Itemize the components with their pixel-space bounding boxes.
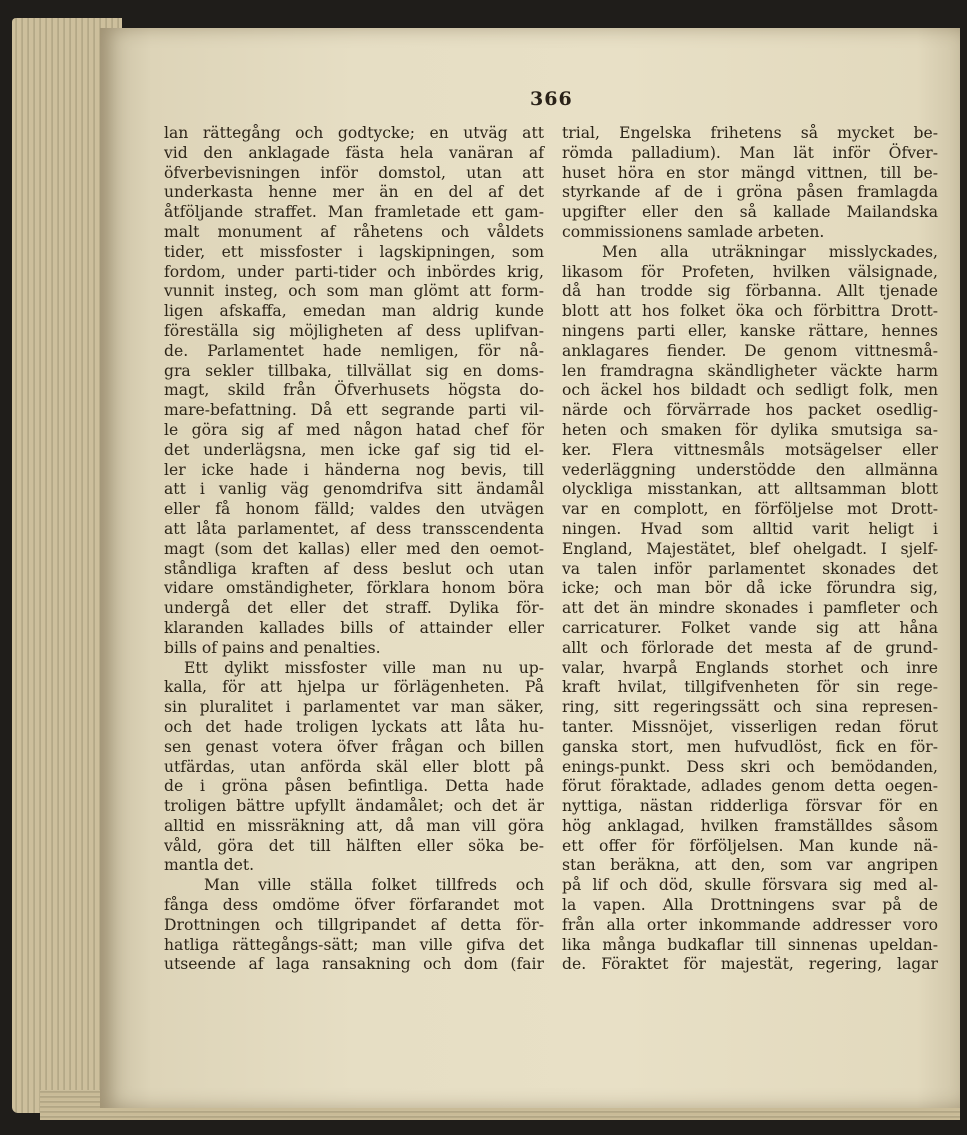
text-line: närde och förvärrade hos packet osedlig- xyxy=(562,401,938,420)
text-line: styrkande af de i gröna påsen framlagda xyxy=(562,183,938,202)
text-line: ett offer för förföljelsen. Man kunde nä- xyxy=(562,836,938,855)
text-line: eller få honom fälld; valdes den utvägen xyxy=(164,500,544,519)
text-line: kraft hvilat, tillgifvenheten för sin rege- xyxy=(562,678,938,697)
text-line: upgifter eller den så kallade Mailandska xyxy=(562,203,938,222)
text-line: heten och smaken för dylika smutsiga sa- xyxy=(562,420,938,439)
text-line: malt monument af råhetens och våldets xyxy=(164,222,544,241)
text-line: att det än mindre skonades i pamfleter och xyxy=(562,599,938,618)
text-line: att låta parlamentet, af dess transscendenta xyxy=(164,519,544,538)
text-line: vid den anklagade fästa hela vanäran af xyxy=(164,143,544,162)
text-line: ståndliga kraften af dess beslut och utan xyxy=(164,559,544,578)
text-line: magt, skild från Öfverhusets högsta do- xyxy=(164,381,544,400)
text-line: underkasta henne mer än en del af det xyxy=(164,183,544,202)
page-number: 366 xyxy=(530,88,573,110)
text-line: stan beräkna, att den, som var angripen xyxy=(562,856,938,875)
text-line: vederläggning understödde den allmänna xyxy=(562,460,938,479)
text-line: förut föraktade, adlades genom detta oegen- xyxy=(562,777,938,796)
text-line: sen genast votera öfver frågan och billen xyxy=(164,737,544,756)
text-line: Men alla uträkningar misslyckades, xyxy=(602,242,938,261)
text-line: ningens parti eller, kanske rättare, hennes xyxy=(562,321,938,340)
text-line: föreställa sig möjligheten af dess uplifvan- xyxy=(164,321,544,340)
text-line: olyckliga misstankan, att alltsamman blott xyxy=(562,480,938,499)
text-line: le göra sig af med någon hatad chef för xyxy=(164,420,544,439)
text-line: enings-punkt. Dess skri och bemödanden, xyxy=(562,757,938,776)
text-line: undergå det eller det straff. Dylika för- xyxy=(164,599,544,618)
text-line: römda palladium). Man lät inför Öfver- xyxy=(562,143,938,162)
text-line: ler icke hade i händerna nog bevis, till xyxy=(164,460,544,479)
text-line: va talen inför parlamentet skonades det xyxy=(562,559,938,578)
text-line: tanter. Missnöjet, visserligen redan förut xyxy=(562,717,938,736)
text-line: det underlägsna, men icke gaf sig tid el- xyxy=(164,440,544,459)
text-line: commissionens samlade arbeten. xyxy=(562,222,825,241)
text-line: icke; och man bör då icke förundra sig, xyxy=(562,579,938,598)
text-line: på lif och död, skulle försvara sig med al- xyxy=(562,876,938,895)
text-line: då han trodde sig förbanna. Allt tjenade xyxy=(562,282,938,301)
text-line: anklagares fiender. De genom vittnesmå- xyxy=(562,341,938,360)
text-line: blott att hos folket öka och förbittra Drott- xyxy=(562,302,938,321)
text-line: valar, hvarpå Englands storhet och inre xyxy=(562,658,938,677)
text-line: de i gröna påsen befintliga. Detta hade xyxy=(164,777,544,796)
text-line: att i vanlig väg genomdrifva sitt ändamål xyxy=(164,480,544,499)
text-line: trial, Engelska frihetens så mycket be- xyxy=(562,124,938,142)
text-line: bills of pains and penalties. xyxy=(164,638,381,657)
text-line: vunnit insteg, och som man glömt att form- xyxy=(164,282,544,301)
text-line: lan rättegång och godtycke; en utväg att xyxy=(164,124,544,142)
text-line: utfärdas, utan anförda skäl eller blott på xyxy=(164,757,544,776)
text-line: hög anklagad, hvilken framställdes såsom xyxy=(562,816,938,835)
text-line: och det hade troligen lyckats att låta hu- xyxy=(164,717,544,736)
text-line: allt och förlorade det mesta af de grund- xyxy=(562,638,938,657)
text-line: sin pluralitet i parlamentet var man säker, xyxy=(164,698,544,717)
text-line: ligen afskaffa, emedan man aldrig kunde xyxy=(164,302,544,321)
text-line: len framdragna skändligheter väckte harm xyxy=(562,361,938,380)
text-line: öfverbevisningen inför domstol, utan att xyxy=(164,163,544,182)
text-line: Man ville ställa folket tillfreds och xyxy=(204,876,544,895)
text-line: våld, göra det till hälften eller söka be- xyxy=(164,836,544,855)
text-line: England, Majestätet, blef ohelgadt. I sjelf- xyxy=(562,539,938,558)
text-line: fordom, under parti-tider och inbördes krig, xyxy=(164,262,544,281)
text-line: var en complott, en förföljelse mot Drott- xyxy=(562,500,938,519)
text-line: magt (som det kallas) eller med den oemot- xyxy=(164,539,544,558)
text-line: la vapen. Alla Drottningens svar på de xyxy=(562,896,938,915)
text-line: nyttiga, nästan ridderliga försvar för en xyxy=(562,797,938,816)
text-line: tider, ett missfoster i lagskipningen, som xyxy=(164,242,544,261)
text-line: ker. Flera vittnesmåls motsägelser eller xyxy=(562,440,938,459)
text-line: carricaturer. Folket vande sig att håna xyxy=(562,618,938,637)
text-line: de. Parlamentet hade nemligen, för nå- xyxy=(164,341,544,360)
text-line: fånga dess omdöme öfver förfarandet mot xyxy=(164,896,544,915)
text-line: hatliga rättegångs-sätt; man ville gifva det xyxy=(164,935,544,954)
text-line: ring, sitt regeringssätt och sina represen- xyxy=(562,698,938,717)
text-line: vidare omständigheter, förklara honom böra xyxy=(164,579,544,598)
text-line: ganska stort, men hufvudlöst, fick en för- xyxy=(562,737,938,756)
text-line: troligen bättre upfyllt ändamålet; och det är xyxy=(164,797,544,816)
text-line: ningen. Hvad som alltid varit heligt i xyxy=(562,519,938,538)
text-line: Ett dylikt missfoster ville man nu up- xyxy=(184,658,544,677)
text-line: och äckel hos bildadt och sedligt folk, men xyxy=(562,381,938,400)
text-line: klaranden kallades bills of attainder eller xyxy=(164,618,544,637)
left-text-column xyxy=(164,124,544,975)
text-line: gra sekler tillbaka, tillvällat sig en doms- xyxy=(164,361,544,380)
text-line: de. Föraktet för majestät, regering, lagar xyxy=(562,955,938,974)
text-line: likasom för Profeten, hvilken välsignade, xyxy=(562,262,938,281)
text-line: utseende af laga ransakning och dom (fair xyxy=(164,955,544,974)
text-line: mantla det. xyxy=(164,856,255,875)
text-line: alltid en missräkning att, då man vill göra xyxy=(164,816,544,835)
text-line: Drottningen och tillgripandet af detta för- xyxy=(164,915,544,934)
text-line: från alla orter inkommande addresser voro xyxy=(562,915,938,934)
text-line: mare-befattning. Då ett segrande parti vil- xyxy=(164,401,544,420)
text-line: kalla, för att hjelpa ur förlägenheten. På xyxy=(164,678,544,697)
right-text-column xyxy=(562,124,938,975)
text-line: huset höra en stor mängd vittnen, till be- xyxy=(562,163,938,182)
text-line: åtföljande straffet. Man framletade ett gam- xyxy=(164,203,544,222)
text-line: lika många budkaflar till sinnenas upeldan- xyxy=(562,935,938,954)
